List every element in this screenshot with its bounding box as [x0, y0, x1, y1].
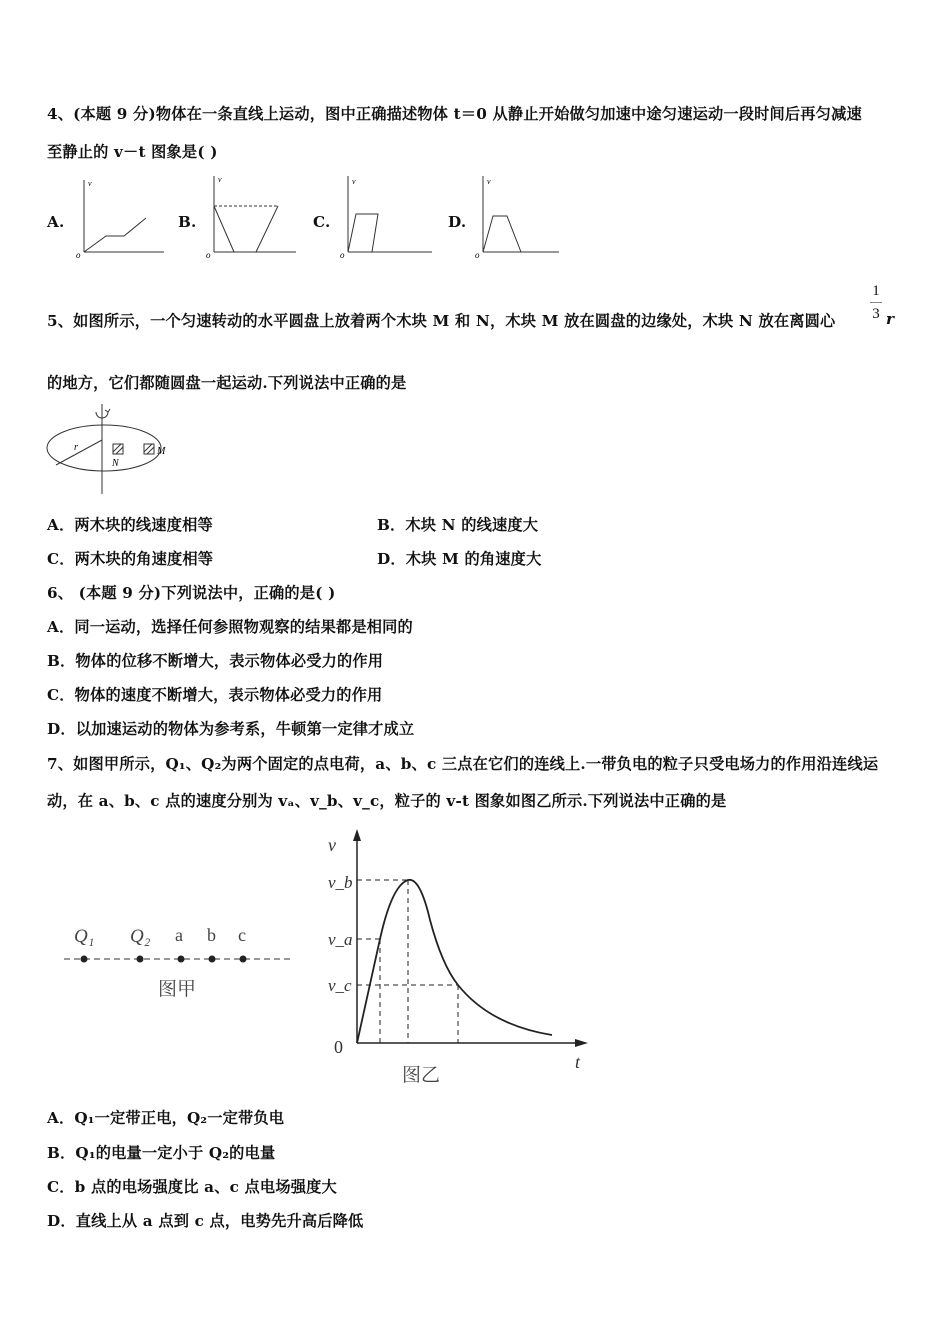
- figure-yi-vt-graph: [320, 825, 600, 1090]
- q7-stem-line2: 动，在 a、b、c 点的速度分别为 vₐ、v_b、v_c，粒子的 v-t 图象如图乙所示.下列说法中正确的是: [47, 792, 727, 810]
- axis-v-label: v: [352, 177, 356, 186]
- axis-v-label: v: [88, 179, 92, 188]
- vb-label: v_b: [328, 873, 353, 892]
- q7-option-a: A．Q₁一定带正电，Q₂一定带负电: [47, 1109, 285, 1127]
- q4-stem-line2: 至静止的 v－t 图象是( ): [47, 143, 218, 161]
- axis-v-label: v: [487, 177, 491, 186]
- fraction-variable: r: [886, 310, 895, 328]
- va-label: v_a: [328, 930, 353, 949]
- figure-jia-caption: 图甲: [158, 979, 197, 1000]
- q6-option-a: A．同一运动，选择任何参照物观察的结果都是相同的: [47, 618, 413, 636]
- fraction-numerator: 1: [872, 283, 880, 299]
- q4-stem-line1: 4、(本题 9 分)物体在一条直线上运动，图中正确描述物体 t＝0 从静止开始做匀加速中途匀速运动一段时间后再匀减速: [47, 105, 862, 123]
- q4-graph-c: [340, 170, 440, 262]
- q1-label: Q₁: [74, 926, 95, 947]
- fraction-one-third: [870, 282, 882, 323]
- q6-option-d: D．以加速运动的物体为参考系，牛顿第一定律才成立: [47, 720, 415, 738]
- axis-v-label: v: [328, 835, 336, 855]
- rotating-disk-figure: [44, 400, 184, 500]
- q7-option-c: C．b 点的电场强度比 a、c 点电场强度大: [47, 1178, 337, 1196]
- axis-t-label: t: [575, 1052, 581, 1072]
- q5-stem-line2: 的地方，它们都随圆盘一起运动.下列说法中正确的是: [47, 374, 407, 392]
- vc-label: v_c: [328, 976, 352, 995]
- axis-v-label: v: [218, 175, 222, 184]
- q5-option-c: C．两木块的角速度相等: [47, 550, 214, 568]
- figure-jia-charges: [60, 920, 300, 1005]
- figure-yi-caption: 图乙: [402, 1065, 441, 1086]
- q4-graph-d: [475, 170, 575, 262]
- q6-option-c: C．物体的速度不断增大，表示物体必受力的作用: [47, 686, 383, 704]
- q5-option-a: A．两木块的线速度相等: [47, 516, 213, 534]
- radius-label: r: [74, 442, 78, 453]
- q4-option-b-label: B.: [178, 213, 197, 231]
- origin-label: 0: [334, 1037, 343, 1057]
- q6-stem: 6、 (本题 9 分)下列说法中，正确的是( ): [47, 584, 336, 602]
- q7-option-d: D．直线上从 a 点到 c 点，电势先升高后降低: [47, 1212, 364, 1230]
- q5-option-d: D．木块 M 的角速度大: [377, 550, 542, 568]
- q7-stem-line1: 7、如图甲所示，Q₁、Q₂为两个固定的点电荷，a、b、c 三点在它们的连线上.一带负电的粒子只受电场力的作用沿连线运: [47, 755, 879, 773]
- q5-stem-line1: 5、如图所示，一个匀速转动的水平圆盘上放着两个木块 M 和 N，木块 M 放在圆盘的边缘处，木块 N 放在离圆心: [47, 312, 836, 330]
- fraction-denominator: 3: [872, 306, 880, 322]
- point-a-label: a: [175, 925, 183, 945]
- axis-origin-label: o: [76, 250, 81, 260]
- q4-option-d-label: D.: [448, 213, 467, 231]
- axis-origin-label: o: [206, 250, 211, 260]
- block-m-label: M: [157, 446, 166, 457]
- q6-option-b: B．物体的位移不断增大，表示物体必受力的作用: [47, 652, 384, 670]
- block-n-label: N: [112, 458, 119, 469]
- q4-option-c-label: C.: [313, 213, 331, 231]
- q5-option-b: B．木块 N 的线速度大: [377, 516, 539, 534]
- axis-origin-label: o: [340, 250, 345, 260]
- q7-option-b: B．Q₁的电量一定小于 Q₂的电量: [47, 1144, 276, 1162]
- q2-label: Q₂: [130, 926, 151, 947]
- axis-origin-label: o: [475, 250, 480, 260]
- q4-option-a-label: A.: [47, 213, 65, 231]
- q4-graph-a: [76, 172, 166, 262]
- point-c-label: c: [238, 925, 246, 945]
- q4-graph-b: [206, 172, 306, 262]
- point-b-label: b: [207, 925, 216, 945]
